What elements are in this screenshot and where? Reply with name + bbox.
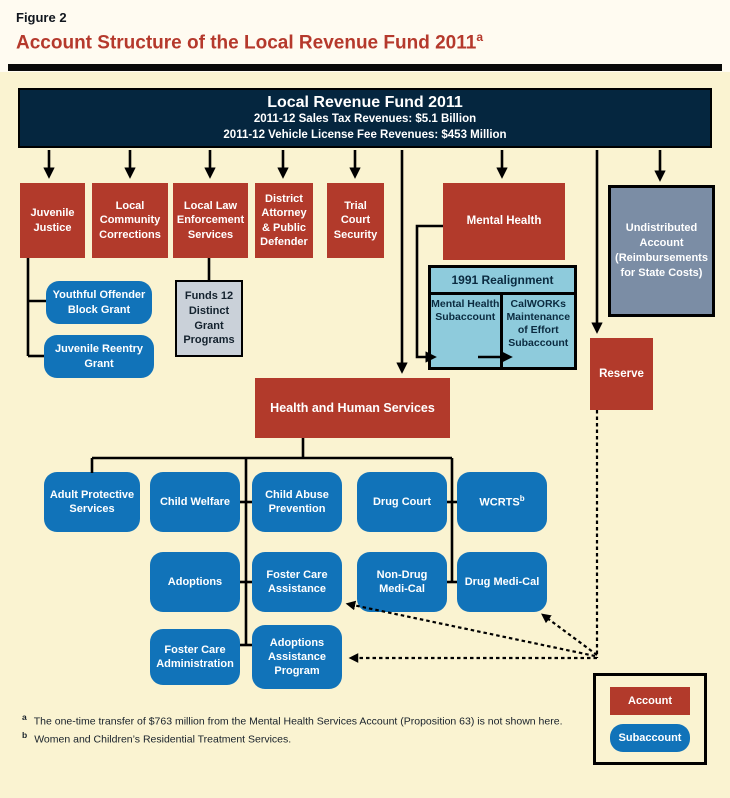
node-1991-realignment (428, 265, 577, 370)
legend (593, 673, 707, 765)
node-label: Non-Drug Medi-Cal (376, 568, 428, 595)
legend-subaccount-swatch: Subaccount (610, 724, 690, 752)
footnote-b (22, 730, 588, 747)
node-label: Mental Health (466, 215, 542, 228)
figure-title-text: Account Structure of the Local Revenue Fund 2011 (16, 32, 477, 54)
node-label: Child Abuse Prevention (265, 488, 329, 515)
figure-label: Figure 2 (16, 10, 67, 25)
node-label: Health and Human Services (270, 400, 435, 415)
node-foster-care-assistance (252, 552, 342, 612)
node-local-revenue-fund (18, 88, 712, 148)
fund-sales-tax-line: 2011-12 Sales Tax Revenues: $5.1 Billion (253, 113, 477, 126)
footnote-a (22, 712, 588, 729)
node-drug-court (357, 472, 447, 532)
node-trial-court-security (327, 183, 384, 258)
node-label: Undistributed Account (Reimbursements for State Costs) (615, 222, 708, 279)
node-label: Child Welfare (159, 495, 231, 508)
node-label: Local Law Enforcement Services (176, 200, 245, 241)
node-label: Reserve (599, 367, 644, 380)
node-label: Adoptions Assistance Program (267, 636, 327, 678)
node-label: Trial Court Security (333, 200, 378, 241)
node-label: Drug Medi-Cal (464, 575, 540, 588)
node-label (479, 494, 524, 510)
node-label: Local Community Corrections (99, 200, 161, 241)
node-mental-health (443, 183, 565, 260)
node-non-drug-medical (357, 552, 447, 612)
node-local-community-corrections (92, 183, 168, 258)
node-undistributed-account (608, 185, 715, 317)
node-label: Juvenile Reentry Grant (54, 343, 144, 370)
fund-title: Local Revenue Fund 2011 (267, 93, 463, 111)
node-child-abuse-prevention (252, 472, 342, 532)
node-label: Adult Protective Services (49, 488, 135, 515)
node-label: Foster Care Administration (156, 643, 234, 670)
wcrts-text: WCRTS (479, 496, 520, 509)
node-local-law-enforcement (173, 183, 248, 258)
figure-title (16, 30, 483, 54)
footnote-a-text: The one-time transfer of $763 million from the Mental Health Services Account (Proposition 63) is not shown here. (33, 715, 563, 728)
node-youthful-offender-grant (46, 281, 152, 324)
node-label: District Attorney & Public Defender (260, 192, 308, 248)
legend-account-swatch: Account (610, 687, 690, 715)
node-wcrts (457, 472, 547, 532)
node-label: Funds 12 Distinct Grant Programs (183, 289, 235, 347)
node-mental-health-subaccount: Mental Health Subaccount (431, 295, 503, 367)
node-district-attorney (255, 183, 313, 258)
node-label: Juvenile Justice (30, 207, 75, 234)
node-adult-protective-services (44, 472, 140, 532)
node-label: Drug Court (372, 495, 432, 508)
node-health-human-services (255, 378, 450, 438)
fund-vlf-line: 2011-12 Vehicle License Fee Revenues: $453 Million (223, 128, 507, 141)
node-reserve (590, 338, 653, 410)
figure-title-footnote-marker: a (476, 30, 484, 44)
node-juvenile-reentry-grant (44, 335, 154, 378)
node-foster-care-administration (150, 629, 240, 685)
node-juvenile-justice (20, 183, 85, 258)
node-label: Youthful Offender Block Grant (52, 289, 146, 316)
footnote-b-text: Women and Children’s Residential Treatment Services. (34, 733, 292, 746)
node-adoptions-assistance-program (252, 625, 342, 689)
realignment-title: 1991 Realignment (431, 268, 574, 295)
node-drug-medical (457, 552, 547, 612)
title-divider-rule (8, 64, 722, 71)
node-adoptions (150, 552, 240, 612)
node-calworks-subaccount: CalWORKs Maintenance of Effort Subaccount (506, 298, 571, 350)
node-funds-grant-programs (175, 280, 243, 357)
node-label: Foster Care Assistance (266, 568, 328, 595)
footnote-a-marker: a (22, 712, 27, 722)
node-label: Adoptions (167, 575, 223, 588)
footnote-b-marker: b (22, 730, 28, 740)
node-child-welfare (150, 472, 240, 532)
wcrts-footnote-marker: b (519, 494, 525, 504)
